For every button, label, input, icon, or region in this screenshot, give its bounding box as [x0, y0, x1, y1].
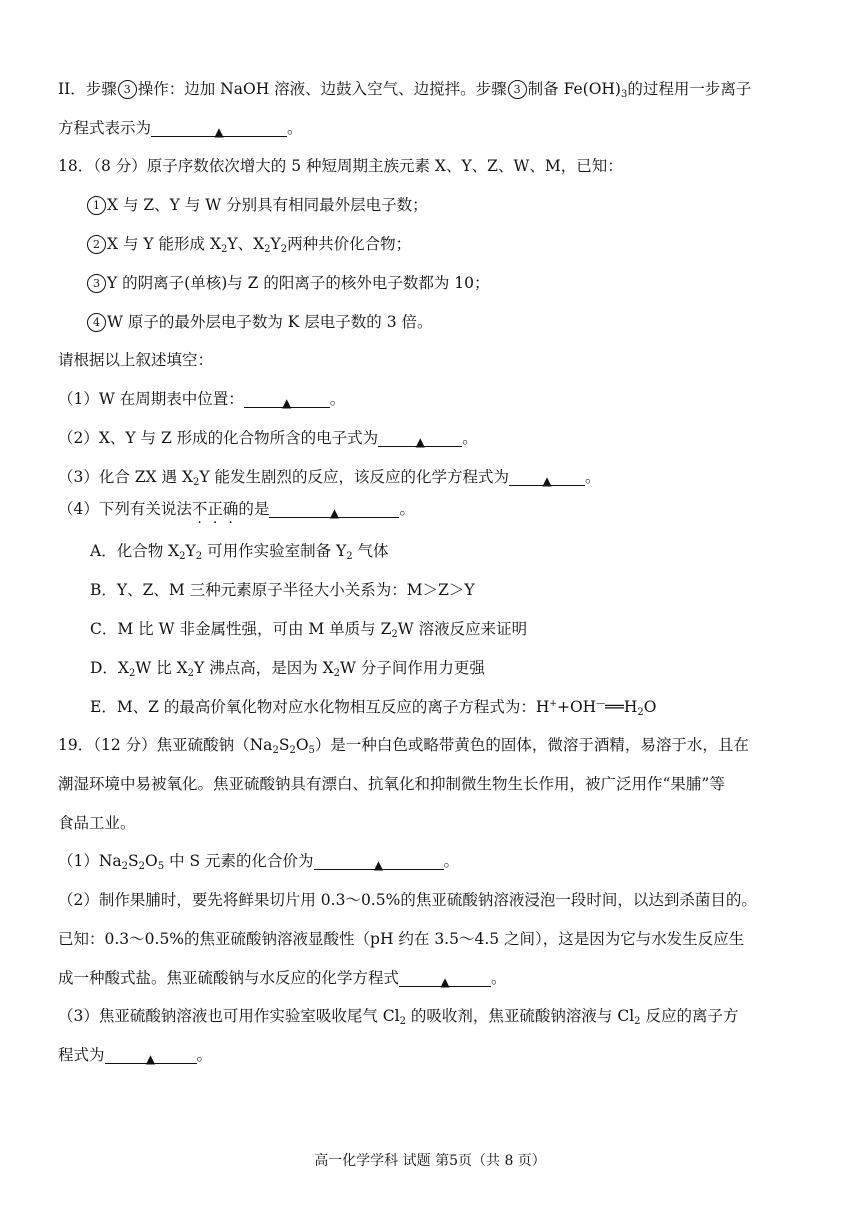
circled-number: 1 — [87, 196, 106, 215]
q19-sub-3-line1: （3）焦亚硫酸钠溶液也可用作实验室吸收尾气 $Cl_2$ 的吸收剂，焦亚硫酸钠溶液与 $Cl_2$ 反应的离子方 — [58, 1007, 739, 1027]
q19-heading-line2: 潮湿环境中易被氧化。焦亚硫酸钠具有漂白、抗氧化和抑制微生物生长作用，被广泛用作“果脯”等 — [58, 775, 725, 793]
circled-number: 4 — [87, 313, 106, 332]
q18-intro: 请根据以上叙述填空： — [58, 351, 214, 369]
q19-sub-3-line2: 程式为 ▲ 。 — [58, 1046, 213, 1066]
q18-option-b: B．Y、Z、M 三种元素原子半径大小关系为：M＞Z＞Y — [90, 581, 475, 599]
triangle-icon: ▲ — [415, 435, 425, 449]
q18-heading: 18．（8 分）原子序数依次增大的 5 种短周期主族元素 X、Y、Z、W、M，已知： — [58, 157, 623, 175]
step3-text-line1: II．步骤 3 操作：边加 NaOH 溶液、边鼓入空气、边搅拌。步骤 3 制备 $Fe(OH)_3$的过程用一步离子 — [58, 80, 752, 100]
triangle-icon: ▲ — [440, 975, 450, 989]
page-footer: 高一化学学科 试题 第5页（共 8 页） — [314, 1153, 546, 1169]
answer-blank[interactable] — [399, 970, 491, 987]
q19-sub-1: $(1)Na_2S_2O_5$ 中 S 元素的化合价为 ▲ 。 — [58, 852, 460, 872]
answer-blank[interactable] — [105, 1047, 197, 1064]
q18-option-d: D．$X_2W$ 比 $X_2Y$ 沸点高，是因为 $X_2W$ 分子间作用力更强 — [90, 659, 485, 679]
q19-heading-line3: 食品工业。 — [58, 814, 136, 832]
circled-number: 3 — [118, 80, 137, 99]
answer-blank[interactable] — [269, 501, 399, 518]
q19-sub-2-line3: 成一种酸式盐。焦亚硫酸钠与水反应的化学方程式 ▲ 。 — [58, 969, 507, 989]
triangle-icon: ▲ — [329, 506, 340, 520]
triangle-icon: ▲ — [145, 1052, 156, 1066]
q18-known-4: 4 W 原子的最外层电子数为 K 层电子数的 3 倍。 — [86, 311, 433, 333]
circled-number: 2 — [87, 235, 106, 254]
q18-known-2: 2 X 与 Y 能形成 $X_2Y$、$X_2Y_2$两种共价化合物； — [86, 233, 411, 255]
step3-text-line2: 方程式表示为 ▲ 。 — [58, 119, 303, 139]
q18-known-3: 3 Y 的阴离子(单核)与 Z 的阳离子的核外电子数都为 10； — [86, 272, 490, 294]
answer-blank[interactable] — [509, 469, 585, 486]
answer-blank[interactable] — [314, 853, 444, 870]
q18-option-c: C．M 比 W 非金属性强，可由 M 单质与 $Z_2W$ 溶液反应来证明 — [90, 620, 528, 640]
triangle-icon: ▲ — [282, 396, 292, 410]
q18-sub-4: （4）下列有关说法不正确的是 ▲ 。 — [58, 500, 415, 520]
answer-blank[interactable] — [378, 430, 462, 447]
circled-number: 3 — [508, 80, 527, 99]
q18-sub-2: （2）X、Y 与 Z 形成的化合物所含的电子式为 ▲ 。 — [58, 429, 478, 449]
q18-sub-1: （1）W 在周期表中位置： ▲ 。 — [58, 390, 346, 410]
q19-heading-line1: 19．（12 分）焦亚硫酸钠$(Na_2S_2O_5)$是一种白色或略带黄色的固体，微溶于酒精，易溶于水，且在 — [58, 736, 749, 756]
q19-sub-2-line1: （2）制作果脯时，要先将鲜果切片用 0.3～0.5%的焦亚硫酸钠溶液浸泡一段时间，以达到杀菌目的。 — [58, 891, 757, 909]
circled-number: 3 — [87, 274, 106, 293]
q18-option-a: A．化合物 $X_2Y_2$ 可用作实验室制备 $Y_2$ 气体 — [90, 542, 389, 562]
answer-blank[interactable] — [151, 120, 287, 137]
triangle-icon: ▲ — [542, 474, 552, 488]
q18-known-1: 1 X 与 Z、Y 与 W 分别具有相同最外层电子数； — [86, 194, 428, 216]
q18-option-e: E．M、Z 的最高价氧化物对应水化物相互反应的离子方程式为：$H^++OH^—══H_2O$ — [90, 698, 657, 718]
q19-sub-2-line2: 已知：0.3～0.5%的焦亚硫酸钠溶液显酸性（pH 约在 3.5～4.5 之间），这是因为它与水发生反应生 — [58, 930, 745, 948]
triangle-icon: ▲ — [214, 125, 224, 139]
q18-sub-3: （3）化合 ZX 遇 $X_2Y$ 能发生剧烈的反应，该反应的化学方程式为 ▲ 。 — [58, 468, 601, 488]
answer-blank[interactable] — [244, 391, 330, 408]
triangle-icon: ▲ — [373, 858, 384, 872]
